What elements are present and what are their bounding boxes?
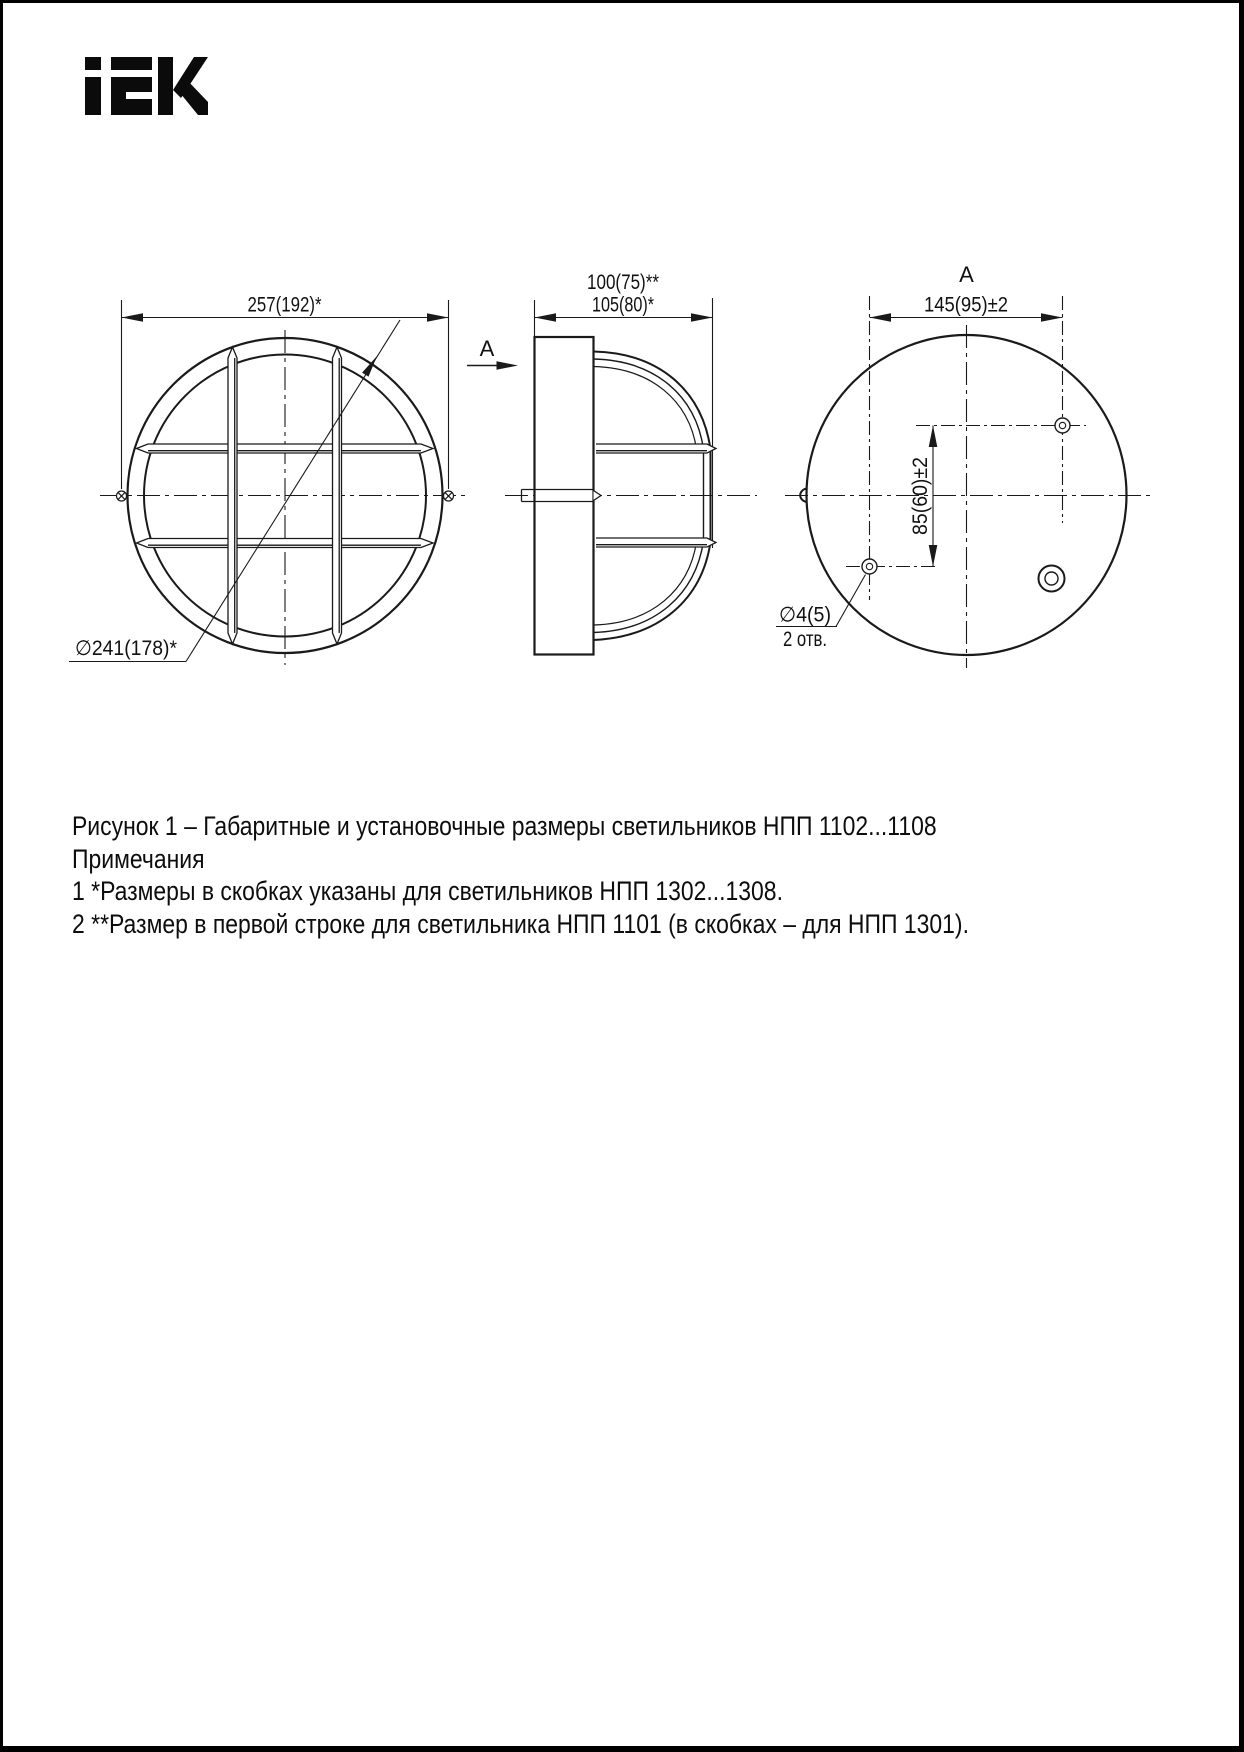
figure-caption: Рисунок 1 – Габаритные и установочные размеры светильников НПП 1102...1108: [72, 811, 937, 841]
view-a-arrow-icon: [497, 361, 519, 370]
front-view: [69, 300, 470, 665]
front-width-dim-label: 257(192)*: [247, 293, 322, 317]
note-1: 1 *Размеры в скобках указаны для светильников НПП 1302...1308.: [72, 876, 783, 906]
side-depth-dim-bottom-label: 105(80)*: [592, 293, 654, 317]
rear-hole-count-label: 2 отв.: [783, 628, 827, 651]
rear-centerlines: [785, 325, 1150, 668]
notes-heading: Примечания: [72, 843, 205, 874]
rear-vspacing-label: 85(60)±2: [909, 451, 932, 535]
note-2: 2 **Размер в первой строке для светильника НПП 1101 (в скобках – для НПП 1301).: [72, 908, 969, 939]
cable-entry-hole: [1039, 566, 1065, 592]
front-centerlines: [100, 330, 470, 665]
side-view: [505, 298, 757, 655]
view-a-marker: [467, 336, 518, 370]
rear-hspacing-label: 145(95)±2: [924, 293, 1008, 317]
view-a-marker-label: A: [479, 336, 495, 361]
side-depth-dim-top-label: 100(75)**: [587, 271, 659, 294]
rear-view: [776, 293, 1150, 668]
side-base-plate: [535, 337, 594, 655]
rear-view-label: A: [959, 262, 974, 287]
front-diameter-label: ∅241(178)*: [75, 637, 177, 660]
figure-caption-block: [72, 810, 969, 940]
iek-logo-icon: [85, 57, 208, 115]
rear-hole-diameter-label: ∅4(5): [779, 603, 831, 627]
